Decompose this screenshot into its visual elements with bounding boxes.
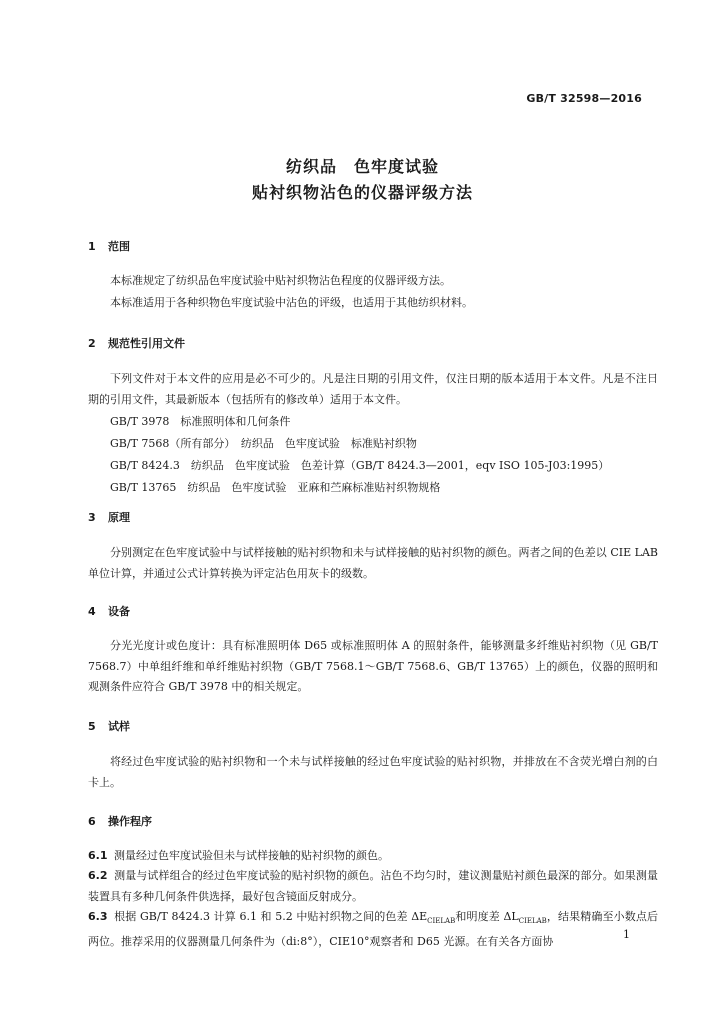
- item-number: 6.2: [88, 869, 108, 882]
- section-number: 3: [88, 511, 96, 524]
- section-heading-apparatus: [88, 603, 130, 619]
- reference-item: GB/T 13765 纺织品 色牢度试验 亚麻和苎麻标准贴衬织物规格: [110, 481, 441, 494]
- subscript: CIELAB: [427, 917, 456, 926]
- reference-item: GB/T 7568（所有部分） 纺织品 色牢度试验 标准贴衬织物: [110, 437, 417, 450]
- reference-item: GB/T 3978 标准照明体和几何条件: [110, 415, 291, 428]
- item-text-c: ，结果精确至小数点后两位。推荐采用的仪器测量几何条件为（di:8°），CIE10°观察者和 D65 光源。在有关各方面协: [88, 910, 658, 948]
- paragraph: 将经过色牢度试验的贴衬织物和一个未与试样接触的经过色牢度试验的贴衬织物，并排放在不含荧光增白剂的白卡上。: [88, 755, 658, 789]
- section-title: 设备: [108, 605, 130, 618]
- section-number: 1: [88, 240, 96, 253]
- section-number: 6: [88, 815, 96, 828]
- section-title: 操作程序: [108, 815, 152, 828]
- paragraph: 分别测定在色牢度试验中与试样接触的贴衬织物和未与试样接触的贴衬织物的颜色。两者之间的色差以 CIE LAB 单位计算，并通过公式计算转换为评定沾色用灰卡的级数。: [88, 546, 658, 580]
- section-heading-procedure: [88, 813, 152, 829]
- procedure-item: [88, 846, 658, 867]
- paragraph: 本标准规定了纺织品色牢度试验中贴衬织物沾色程度的仪器评级方法。: [110, 274, 451, 287]
- section-heading-scope: [88, 238, 130, 254]
- item-text: 测量经过色牢度试验但未与试样接触的贴衬织物的颜色。: [114, 849, 389, 862]
- title-line-1: 纺织品 色牢度试验: [285, 157, 439, 176]
- section-number: 4: [88, 605, 96, 618]
- section-number: 2: [88, 337, 96, 350]
- section-title: 规范性引用文件: [108, 337, 185, 350]
- item-text: 测量与试样组合的经过色牢度试验的贴衬织物的颜色。沾色不均匀时，建议测量贴衬颜色最深的部分。如果测量装置具有多种几何条件供选择，最好包含镜面反射成分。: [88, 869, 658, 903]
- section-number: 5: [88, 720, 96, 733]
- procedure-item: [88, 907, 658, 952]
- page-number: 1: [623, 928, 630, 941]
- reference-item: GB/T 8424.3 纺织品 色牢度试验 色差计算（GB/T 8424.3—2001，eqv ISO 105-J03:1995）: [110, 459, 610, 472]
- section-heading-specimen: [88, 718, 130, 734]
- section-heading-normative-references: [88, 335, 185, 351]
- document-title: [0, 154, 725, 206]
- item-text-a: 根据 GB/T 8424.3 计算 6.1 和 5.2 中贴衬织物之间的色差 ΔE: [114, 910, 428, 923]
- section-title: 范围: [108, 240, 130, 253]
- section-title: 原理: [108, 511, 130, 524]
- item-number: 6.1: [88, 849, 108, 862]
- title-line-2: 贴衬织物沾色的仪器评级方法: [251, 183, 473, 202]
- standard-code: GB/T 32598—2016: [526, 92, 642, 105]
- section-title: 试样: [108, 720, 130, 733]
- procedure-item: [88, 866, 658, 907]
- subscript: CIELAB: [518, 917, 547, 926]
- item-number: 6.3: [88, 910, 108, 923]
- paragraph: 本标准适用于各种织物色牢度试验中沾色的评级，也适用于其他纺织材料。: [110, 296, 473, 309]
- paragraph: 分光光度计或色度计：具有标准照明体 D65 或标准照明体 A 的照射条件，能够测量多纤维贴衬织物（见 GB/T 7568.7）中单组纤维和单纤维贴衬织物（GB/T 7568.1～GB/T 7568.6、GB/T 13765）上的颜色，仪器的照明和观测条件应符合 GB/T 3978 中的相关规定。: [88, 639, 658, 693]
- paragraph: 下列文件对于本文件的应用是必不可少的。凡是注日期的引用文件，仅注日期的版本适用于本文件。凡是不注日期的引用文件，其最新版本（包括所有的修改单）适用于本文件。: [88, 372, 658, 406]
- section-heading-principle: [88, 509, 130, 525]
- item-text-b: 和明度差 ΔL: [455, 910, 519, 923]
